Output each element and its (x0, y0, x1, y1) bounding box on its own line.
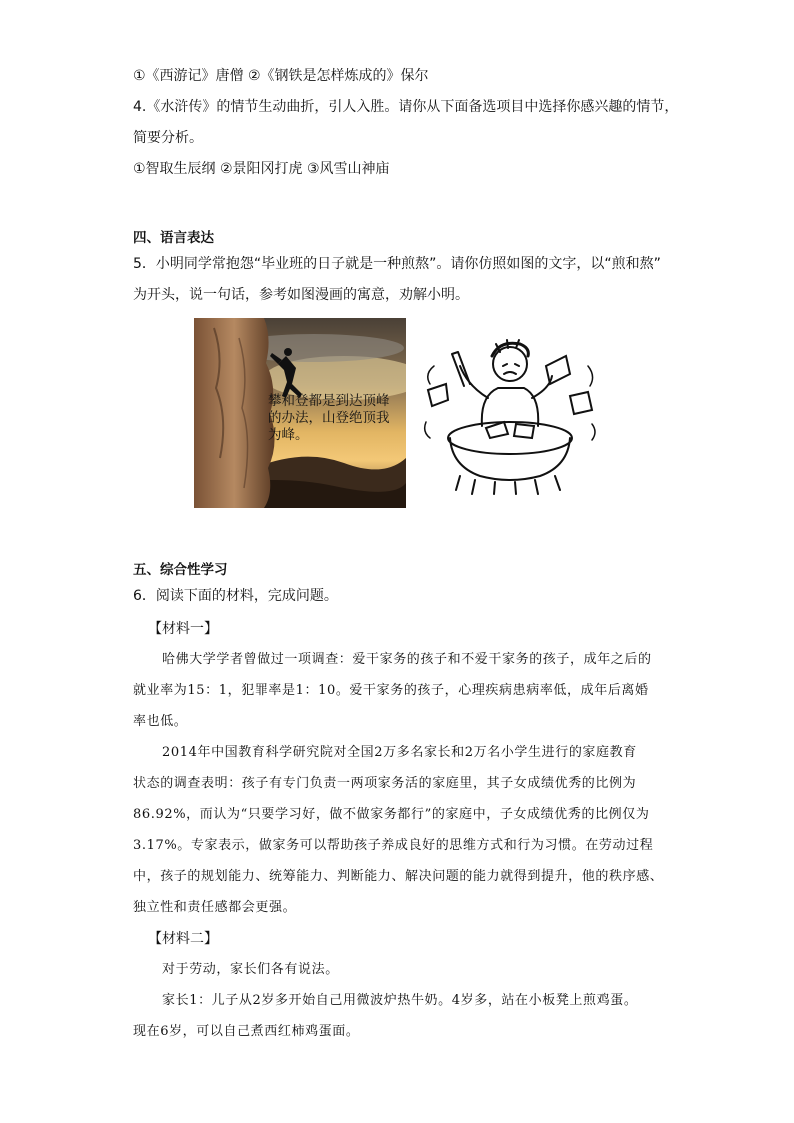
material-1-paragraph-2-cont: 86.92%，而认为“只要学习好，做不做家务都行”的家庭中，子女成绩优秀的比例仅为 (133, 807, 650, 822)
material-1-paragraph-2: 2014年中国教育科学研究院对全国2万多名家长和2万名小学生进行的家庭教育 (162, 745, 637, 760)
material-2-title: 【材料二】 (148, 931, 218, 947)
material-1-paragraph-2-cont: 3.17%。专家表示，做家务可以帮助孩子养成良好的思维方式和行为习惯。在劳动过程 (133, 838, 654, 853)
answer-options-q3: ①《西游记》唐僧 ②《钢铁是怎样炼成的》保尔 (133, 68, 429, 84)
question-6-text: 6．阅读下面的材料，完成问题。 (133, 588, 338, 604)
question-5-text: 5．小明同学常抱怨“毕业班的日子就是一种煎熬”。请你仿照如图的文字，以“煎和熬” (133, 256, 661, 272)
question-5-text-cont: 为开头，说一句话，参考如图漫画的寓意，劝解小明。 (133, 287, 469, 303)
material-2-paragraph-1: 对于劳动，家长们各有说法。 (162, 962, 339, 977)
section-heading-4: 四、语言表达 (133, 230, 214, 246)
material-2-paragraph-2: 家长1：儿子从2岁多开始自己用微波炉热牛奶。4岁多，站在小板凳上煎鸡蛋。 (162, 993, 638, 1008)
material-1-title: 【材料一】 (148, 621, 218, 637)
material-1-paragraph-1: 哈佛大学学者曾做过一项调查：爱干家务的孩子和不爱干家务的孩子，成年之后的 (162, 652, 652, 667)
question-4-text: 4.《水浒传》的情节生动曲折，引人入胜。请你从下面备选项目中选择你感兴趣的情节， (133, 99, 679, 115)
material-1-paragraph-1-cont: 就业率为15：1，犯罪率是1：10。爱干家务的孩子，心理疾病患病率低，成年后离婚 (133, 683, 649, 698)
material-1-paragraph-2-end: 独立性和责任感都会更强。 (133, 900, 297, 915)
material-1-paragraph-2-cont: 中，孩子的规划能力、统筹能力、判断能力、解决问题的能力就得到提升，他的秩序感、 (133, 869, 664, 884)
material-2-paragraph-2-cont: 现在6岁，可以自己煮西红柿鸡蛋面。 (133, 1024, 360, 1039)
stressed-student-in-pot-cartoon (420, 326, 600, 496)
material-1-paragraph-1-end: 率也低。 (133, 714, 188, 729)
section-heading-5: 五、综合性学习 (133, 562, 228, 578)
rock-climber-sunset-photo (194, 318, 406, 508)
question-4-text-cont: 简要分析。 (133, 130, 203, 146)
material-1-paragraph-2-cont: 状态的调查表明：孩子有专门负责一两项家务活的家庭里，其子女成绩优秀的比例为 (133, 776, 637, 791)
photo-caption: 攀和登都是到达顶峰的办法，山登绝顶我为峰。 (268, 393, 390, 443)
answer-options-q4: ①智取生辰纲 ②景阳冈打虎 ③风雪山神庙 (133, 161, 390, 177)
